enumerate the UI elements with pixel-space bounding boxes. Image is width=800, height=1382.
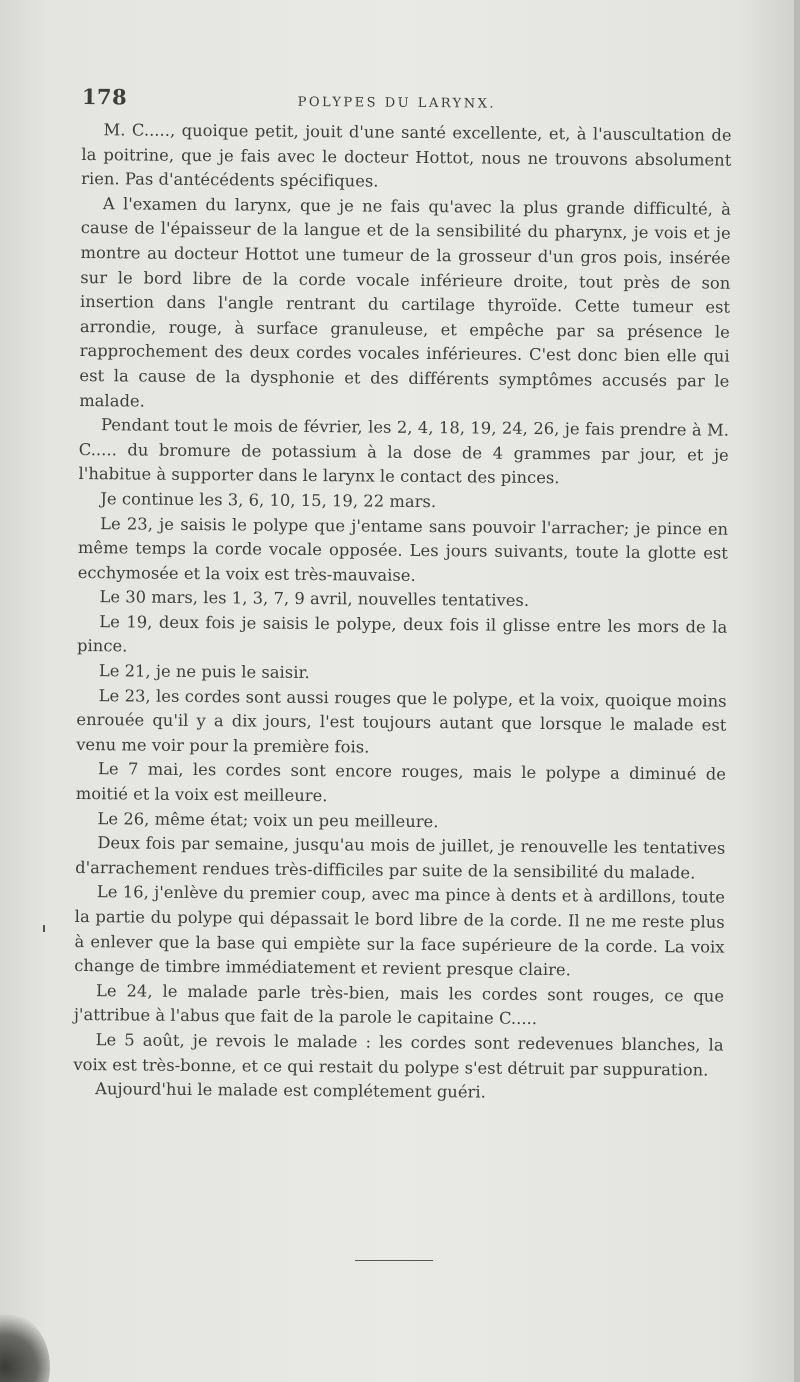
page-header <box>82 84 732 124</box>
paragraph: Le 24, le malade parle très-bien, mais les cordes sont rouges, ce que j'attribue à l'abus que fait de la parole le capitaine C..... <box>73 980 725 1029</box>
closing-rule <box>355 1260 433 1261</box>
running-head: POLYPES DU LARYNX. <box>297 94 497 112</box>
paragraph: Le 30 mars, les 1, 3, 7, 9 avril, nouvelles tentatives. <box>99 587 530 611</box>
paragraph: Deux fois par semaine, jusqu'au mois de juillet, je renouvelle les tentatives d'arrachement rendues très-difficiles par suite de la sensibilité du malade. <box>75 833 726 883</box>
text-block <box>73 84 732 1107</box>
paragraph: Pendant tout le mois de février, les 2, 4, 18, 19, 24, 26, je fais prendre à M. C..... du bromure de potassium à la dose de 4 grammes par jour, et je l'habitue à supporter dans le larynx le contact des pinces. <box>78 415 730 488</box>
paragraph: Le 23, les cordes sont aussi rouges que le polype, et la voix, quoique moins enrouée qu'il y a dix jours, l'est toujours autant que lorsque le malade est venu me voir pour la première fois. <box>76 685 727 757</box>
paragraph: Le 5 août, je revois le malade : les cordes sont redevenues blanches, la voix est très-bonne, et ce qui restait du polype s'est détruit par suppuration. <box>73 1030 724 1080</box>
paragraph: Le 19, deux fois je saisis le polype, deux fois il glisse entre les mors de la pince. <box>77 612 728 656</box>
paragraph: Le 26, même état; voix un peu meilleure. <box>97 808 439 831</box>
paragraph: Aujourd'hui le malade est complétement guéri. <box>95 1079 486 1102</box>
paragraph: M. C....., quoique petit, jouit d'une santé excellente, et, à l'auscultation de la poitrine, que je fais avec le docteur Hottot, nous ne trouvons absolument rien. Pas d'antécédents spécifiques. <box>81 120 732 191</box>
paragraph: Le 7 mai, les cordes sont encore rouges, mais le polype a diminué de moitié et la voix est meilleure. <box>75 759 727 806</box>
margin-mark <box>43 925 45 932</box>
paragraph: Le 23, je saisis le polype que j'entame sans pouvoir l'arracher; je pince en même temps la corde vocale opposée. Les jours suivants, toute la glotte est ecchymosée et la voix est très-mauvaise. <box>77 513 729 585</box>
paragraph: A l'examen du larynx, que je ne fais qu'avec la plus grande difficulté, à cause de l'épaisseur de la langue et de la sensibilité du pharynx, je vois et je montre au docteur Hottot une tumeur de la grosseur d'un gros pois, insérée sur le bord libre de la corde vocale inférieure droite, tout près de son insertion dans l'angle rentrant du cartilage thyroïde. Cette tumeur est arrondie, rouge, à surface granuleuse, et empêche par sa présence le rapprochement des deux cordes vocales inférieures. C'est donc bien elle qui est la cause de la dysphonie et des différents symptômes accusés par le malade. <box>79 193 732 411</box>
page-number: 178 <box>81 84 128 110</box>
paragraph: Le 21, je ne puis le saisir. <box>98 661 310 683</box>
paragraph: Le 16, j'enlève du premier coup, avec ma pince à dents et à ardillons, toute la partie du polype qui dépassait le bord libre de la corde. Il ne me reste plus à enlever que la base qui empiète sur la face supérieure de la corde. La voix change de timbre immédiatement et revient presque claire. <box>74 882 726 980</box>
thumb-shadow <box>0 1312 50 1382</box>
page-edge <box>794 0 800 1382</box>
paragraph: Je continue les 3, 6, 10, 15, 19, 22 mars. <box>100 489 437 512</box>
